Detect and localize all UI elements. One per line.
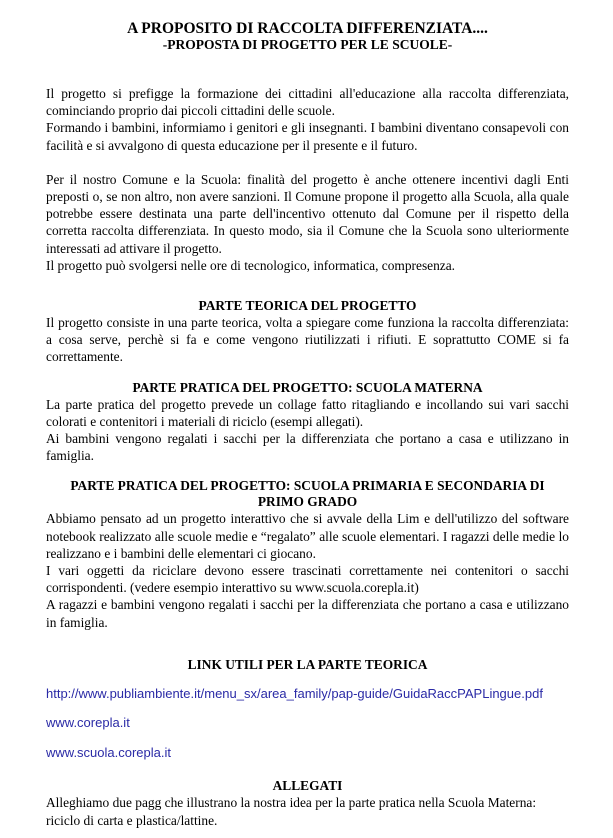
- section-heading-allegati: ALLEGATI: [272, 778, 343, 794]
- page-subtitle: -PROPOSTA DI PROGETTO PER LE SCUOLE-: [162, 37, 453, 52]
- primaria-paragraph-3: A ragazzi e bambini vengono regalati i sacchi per la differenziata che portano a casa e utilizzano in famiglia.: [46, 597, 569, 630]
- intro-paragraph-2: Formando i bambini, informiamo i genitori e gli insegnanti. I bambini diventano consapevoli con facilità e si avvalgono di questa educazione per il presente e il futuro.: [46, 120, 569, 153]
- section-heading-materna: PARTE PRATICA DEL PROGETTO: SCUOLA MATERNA: [132, 379, 483, 395]
- intro-paragraph-3: Per il nostro Comune e la Scuola: finalità del progetto è anche ottenere incentivi dagli Enti preposti o, se non altro, non avere sanzioni. Il Comune propone il progetto alla Scuola, alla quale potrebbe essere destinata una parte dell'incentivo ottenuto dal Comune per il rispetto della corretta raccolta differenziata. In questo modo, sia il Comune che la Scuola sono ulteriormente interessati ad attivare il progetto.: [46, 171, 569, 256]
- page-title: A PROPOSITO DI RACCOLTA DIFFERENZIATA....: [127, 20, 488, 37]
- intro-paragraph-4: Il progetto può svolgersi nelle ore di tecnologico, informatica, compresenza.: [46, 257, 456, 273]
- allegati-paragraph: Alleghiamo due pagg che illustrano la nostra idea per la parte pratica nella Scuola Materna: riciclo di carta e plastica/lattine.: [46, 795, 537, 828]
- link-scuola-corepla[interactable]: www.scuola.corepla.it: [46, 744, 171, 760]
- primaria-paragraph-1: Abbiamo pensato ad un progetto interattivo che si avvale della Lim e dell'utilizzo del software notebook realizzato alle scuole medie e “regalato” alle scuole elementari. I ragazzi delle medie lo realizzano e i bambini delle elementari ci giocano.: [46, 511, 569, 561]
- primaria-paragraph-2: I vari oggetti da riciclare devono essere trascinati correttamente nei contenitori o sacchi corrispondenti. (vedere esempio interattivo su www.scuola.corepla.it): [46, 563, 569, 596]
- teorica-paragraph: Il progetto consiste in una parte teorica, volta a spiegare come funziona la raccolta differenziata: a cosa serve, perchè si fa e come vengono riutilizzati i rifiuti. E soprattutto COME si fa correttamente.: [46, 315, 569, 365]
- link-publiambiente[interactable]: http://www.publiambiente.it/menu_sx/area_family/pap-guide/GuidaRaccPAPLingue.pdf: [46, 685, 543, 701]
- intro-paragraph-1: Il progetto si prefigge la formazione dei cittadini all'educazione alla raccolta differenziata, cominciando proprio dai piccoli cittadini delle scuole.: [46, 86, 569, 119]
- materna-paragraph-2: Ai bambini vengono regalati i sacchi per la differenziata che portano a casa e utilizzano in famiglia.: [46, 431, 569, 464]
- document-page: [46, 20, 569, 829]
- materna-paragraph-1: La parte pratica del progetto prevede un collage fatto ritagliando e incollando sui vari sacchi colorati e contenitori i materiali di riciclo (esempi allegati).: [46, 396, 569, 429]
- link-corepla[interactable]: www.corepla.it: [46, 715, 130, 731]
- section-heading-teorica: PARTE TEORICA DEL PROGETTO: [198, 298, 417, 314]
- section-heading-links: LINK UTILI PER LA PARTE TEORICA: [187, 656, 428, 672]
- section-heading-primaria: PARTE PRATICA DEL PROGETTO: SCUOLA PRIMARIA E SECONDARIA DI PRIMO GRADO: [70, 478, 545, 510]
